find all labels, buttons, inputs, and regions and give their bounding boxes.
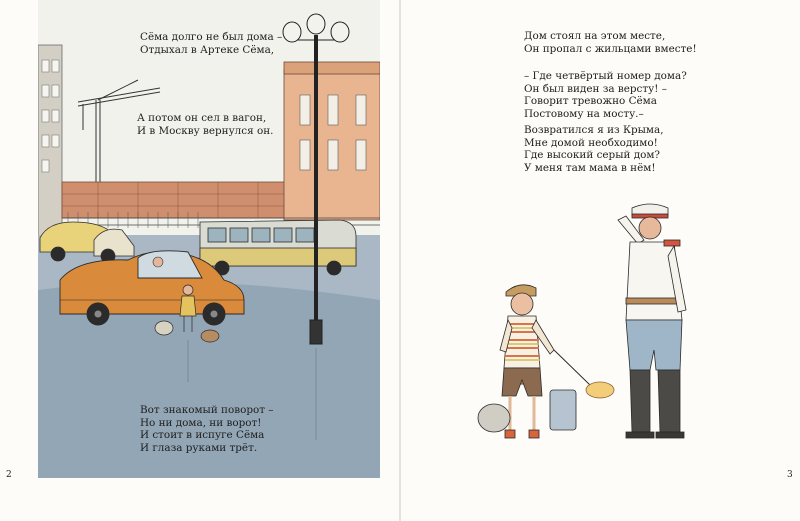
verse-line: Отдыхал в Артеке Сёма, [140,43,275,56]
verse-2 [137,112,273,137]
verse-line: У меня там мама в нём! [524,161,656,174]
page-number-right: 3 [787,470,793,480]
verse-line: Мне домой необходимо! [524,136,658,149]
left-page [0,0,399,521]
verse-line: И глаза руками трёт. [140,441,258,454]
verse-line: И стоит в испуге Сёма [140,429,265,442]
verse-line: Дом стоял на этом месте, [524,30,666,42]
verse-1 [140,31,282,56]
verse-line: Он пропал с жильцами вместе! [524,42,697,55]
verse-3 [140,404,274,454]
page-number-left: 2 [6,470,12,480]
verse-line: Где высокий серый дом? [524,149,660,162]
verse-4 [524,30,697,55]
verse-line: Сёма долго не был дома – [140,31,283,43]
verse-line: Но ни дома, ни ворот! [140,416,262,429]
verse-line: – Где четвёртый номер дома? [524,70,687,82]
verse-line: И в Москву вернулся он. [137,124,274,137]
verse-line: Вот знакомый поворот – [140,404,274,416]
boy-and-policeman-drawing [470,200,720,470]
verse-line: Он был виден за версту! – [524,82,667,95]
boy-and-policeman-illustration [470,200,720,470]
verse-line: Говорит тревожно Сёма [524,95,657,108]
verse-line: А потом он сел в вагон, [137,112,267,124]
verse-line: Возвратился я из Крыма, [524,124,664,136]
verse-6 [524,124,664,174]
verse-5 [524,70,687,120]
verse-line: Постовому на мосту.– [524,107,644,120]
